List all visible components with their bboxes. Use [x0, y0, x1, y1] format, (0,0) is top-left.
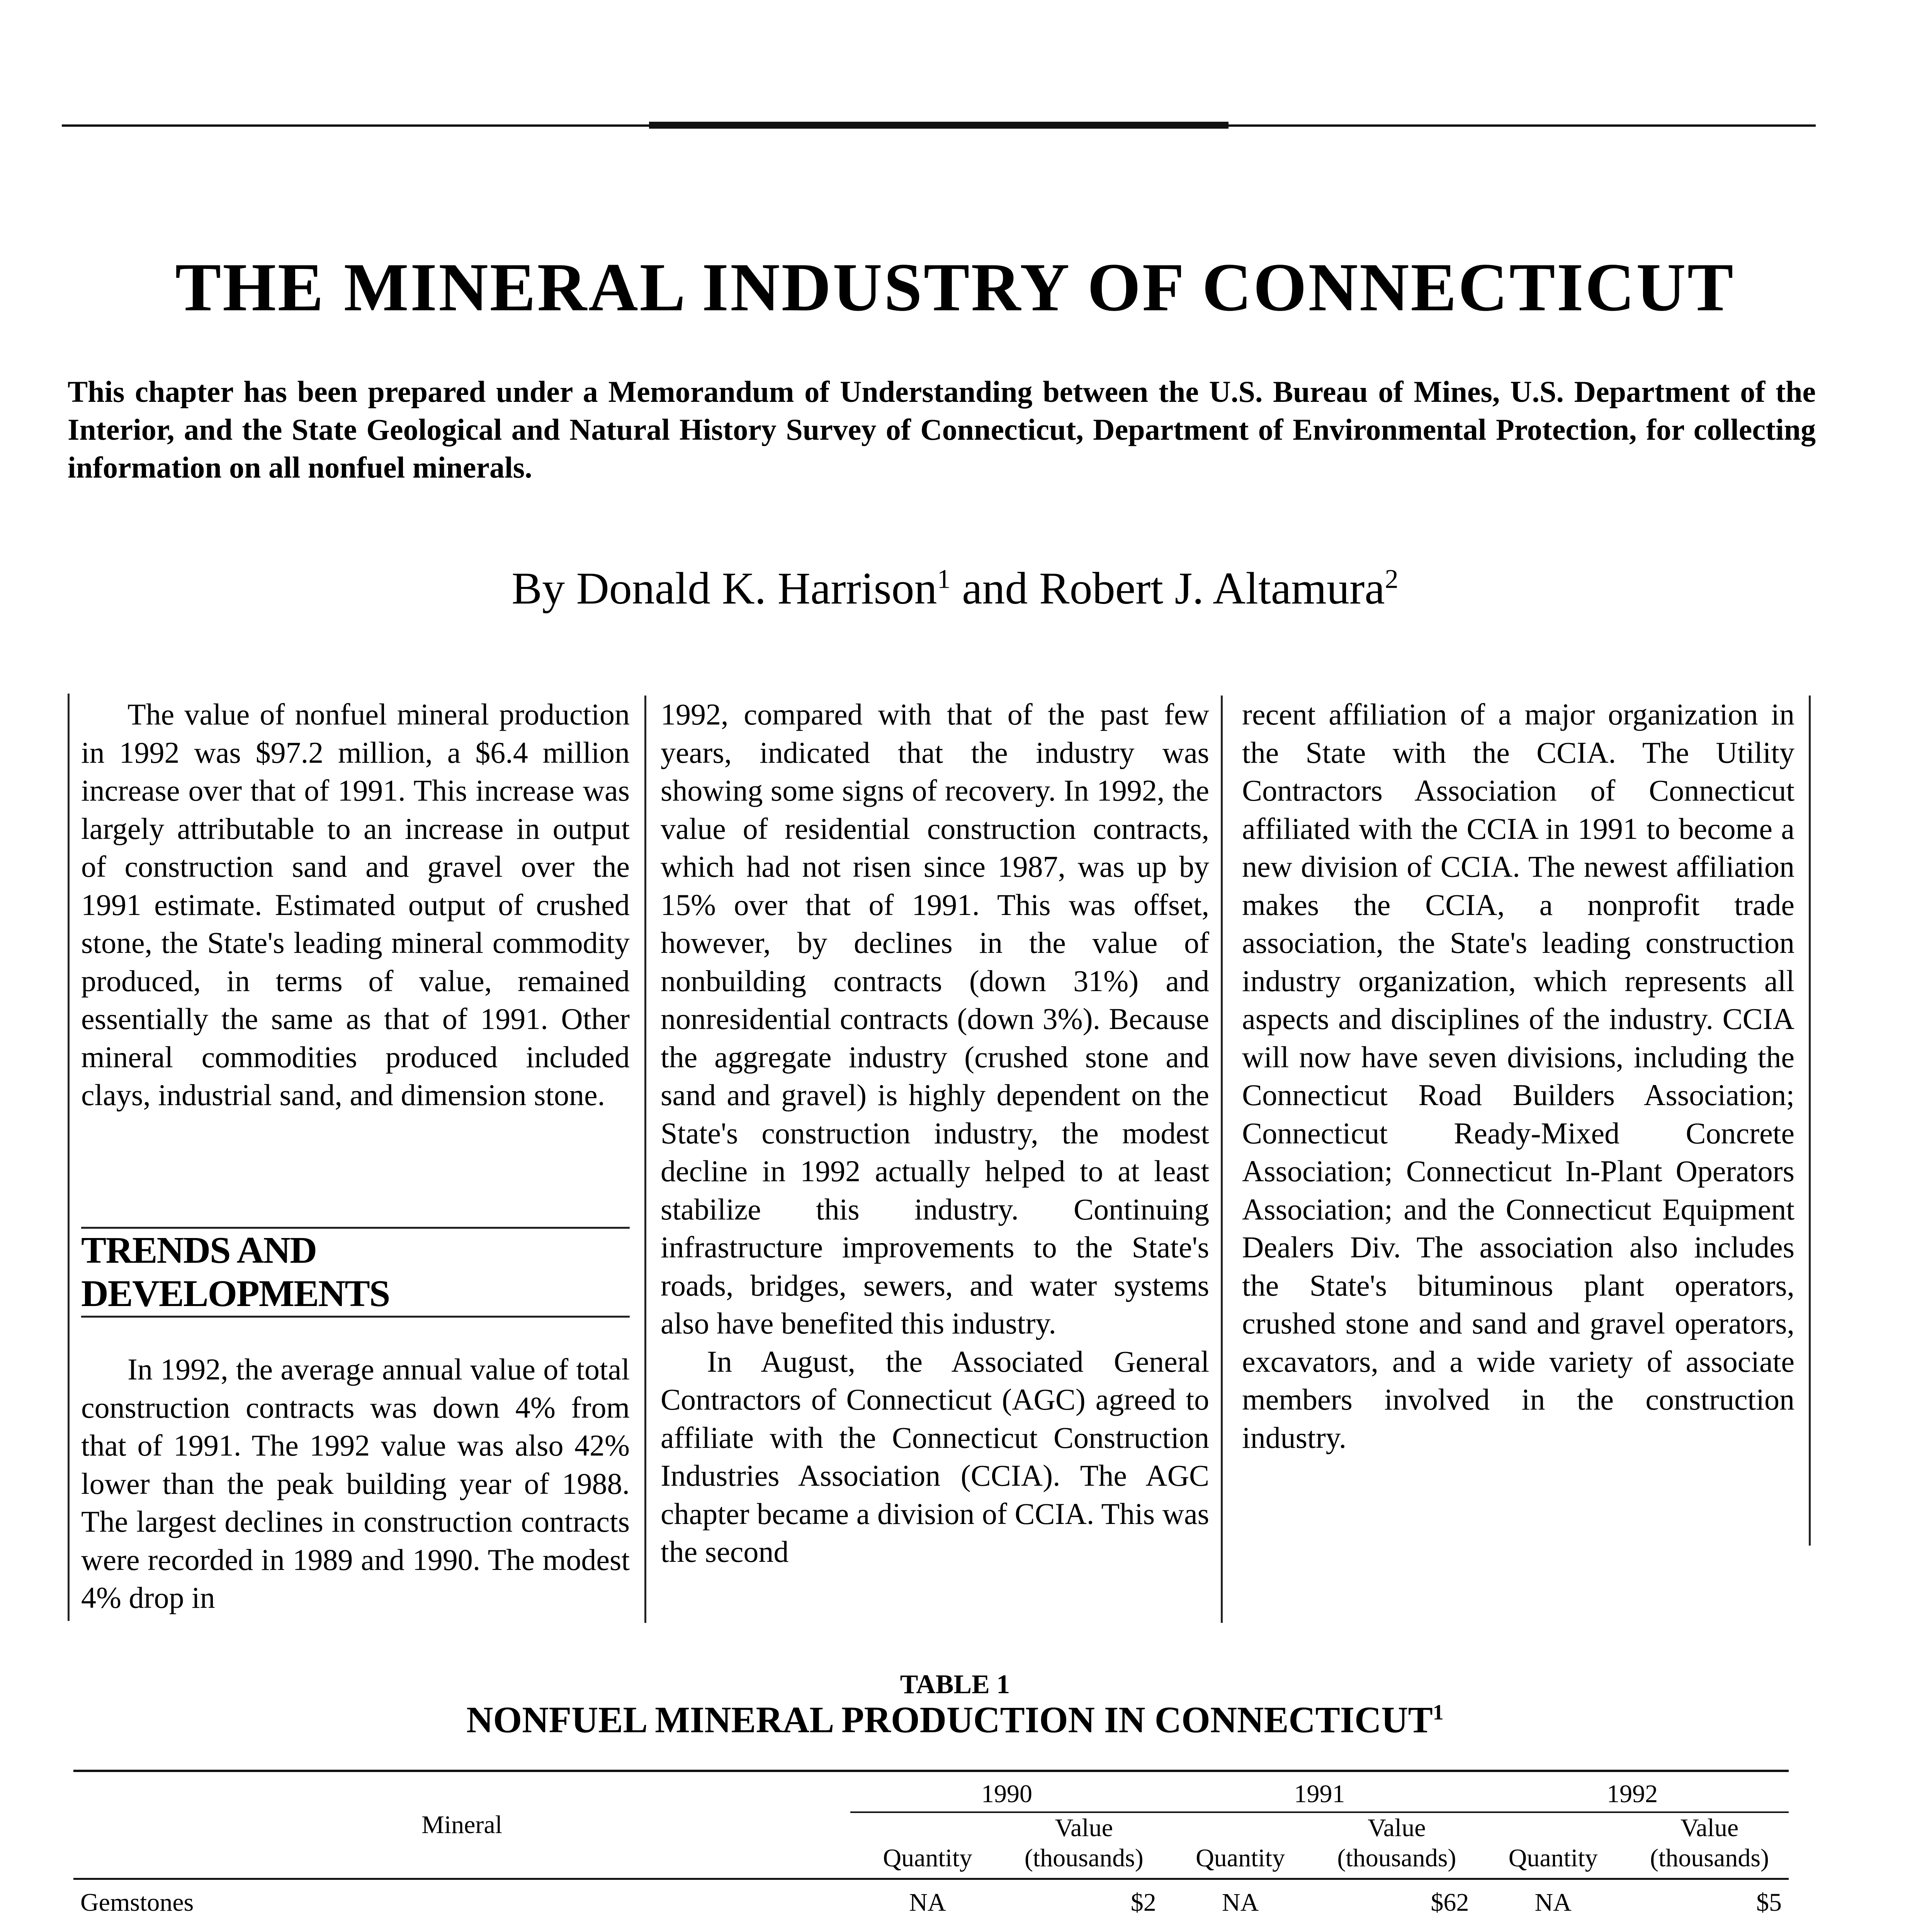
byline-footnote-1: 1: [937, 564, 951, 594]
production-table: [73, 1770, 1789, 1932]
table-cell: NA: [909, 1888, 946, 1917]
text-column-1: [81, 696, 630, 1114]
byline-author-1: By Donald K. Harrison: [511, 563, 937, 614]
mineral-header: Mineral: [73, 1771, 850, 1879]
section-heading-line-2: DEVELOPMENTS: [81, 1273, 390, 1315]
row-label: [73, 1925, 638, 1932]
year-header-1990: 1990: [850, 1771, 1163, 1812]
table-cell: [850, 1925, 1005, 1932]
intro-paragraph: This chapter has been prepared under a Memorandum of Understanding between the U.S. Bureau of Mines, U.S. Department of the Interior, and the State Geological and Natural History Survey of Connecticut, Department of Environmental Protection, for collecting information on all nonfuel minerals.: [68, 375, 1816, 484]
table-cell: $2: [1130, 1888, 1156, 1917]
value-header-line-2: (thousands): [1024, 1844, 1144, 1872]
table-cell: $62: [1431, 1888, 1469, 1917]
value-header-line-1: Value: [1055, 1814, 1113, 1842]
year-header-1991: 1991: [1163, 1771, 1476, 1812]
text-column-2: [661, 696, 1209, 1571]
text-column-3: [1242, 696, 1794, 1457]
table-cell: [1005, 1925, 1163, 1932]
column-3-paragraph-1: recent affiliation of a major organization in the State with the CCIA. The Utility Contractors Association of Connecticut affiliated with the CCIA in 1991 to become a new division of CCIA. The newest affiliation makes the CCIA, a nonprofit trade association, the State's leading construction industry organization, which represents all aspects and disciplines of the industry. CCIA will now have seven divisions, including the Connecticut Road Builders Association; Connecticut Ready-Mixed Concrete Association; Connecticut In-Plant Operators Association; and the Connecticut Equipment Dealers Div. The association also includes the State's bituminous plant operators, crushed stone and sand and gravel operators, excavators, and a wide variety of associate members involved in the construction industry.: [1242, 697, 1794, 1454]
column-rule-left: [68, 694, 70, 1621]
table-title: [0, 1698, 1910, 1741]
table-number: TABLE 1: [900, 1670, 1010, 1699]
column-rule-right: [1809, 696, 1811, 1546]
table-title-footnote: 1: [1432, 1701, 1444, 1725]
column-2-paragraph-2: In August, the Associated General Contractors of Connecticut (AGC) agreed to affiliate with the Connecticut Construction Industries Association (CCIA). The AGC chapter became a division of CCIA. This was the second: [661, 1344, 1209, 1568]
table-cell: [1317, 1925, 1476, 1932]
value-header-line-2: (thousands): [1650, 1844, 1769, 1872]
table-title-text: NONFUEL MINERAL PRODUCTION IN CONNECTICUT: [466, 1699, 1433, 1740]
section-heading-line-1: TRENDS AND: [81, 1230, 316, 1271]
table-cell: NA: [1222, 1888, 1259, 1917]
table-cell: [1630, 1925, 1789, 1932]
quantity-header: Quantity: [1476, 1812, 1630, 1879]
column-rule-2: [1221, 696, 1223, 1623]
column-1-paragraph-2: In 1992, the average annual value of total construction contracts was down 4% from that of 1991. The 1992 value was also 42% lower than the peak building year of 1988. The largest declines in construction contracts were recorded in 1989 and 1990. The modest 4% drop in: [81, 1352, 630, 1614]
value-header: [1630, 1812, 1789, 1879]
year-header-1992: 1992: [1476, 1771, 1789, 1812]
value-header-line-1: Value: [1368, 1814, 1426, 1842]
table-year-row: [73, 1771, 1789, 1812]
table-cell: NA: [1534, 1888, 1572, 1917]
value-header-line-1: Value: [1680, 1814, 1739, 1842]
column-1-paragraph-1: The value of nonfuel mineral production in 1992 was $97.2 million, a $6.4 million increase over that of 1991. This increase was largely attributable to an increase in output of construction sand and gravel over the 1991 estimate. Estimated output of crushed stone, the State's leading mineral commodity produced, in terms of value, remained essentially the same as that of 1991. Other mineral commodities produced included clays, industrial sand, and dimension stone.: [81, 697, 630, 1112]
row-unit: [638, 1879, 850, 1926]
column-rule-1: [644, 696, 646, 1623]
byline: [0, 562, 1910, 615]
section-heading: [81, 1229, 630, 1315]
byline-footnote-2: 2: [1385, 564, 1399, 594]
section-heading-rule-bottom: [81, 1316, 630, 1318]
value-header: [1317, 1812, 1476, 1879]
column-2-paragraph-1: 1992, compared with that of the past few years, indicated that the industry was showing some signs of recovery. In 1992, the value of residential construction contracts, which had not risen since 1987, was up by 15% over that of 1991. This was offset, however, by declines in the value of nonbuilding contracts (down 31%) and nonresidential contracts (down 3%). Because the aggregate industry (crushed stone and sand and gravel) is highly dependent on the State's construction industry, the modest decline in 1992 actually helped to at least stabilize this industry. Continuing infrastructure improvements to the State's roads, bridges, sewers, and water systems also have benefited this industry.: [661, 697, 1209, 1340]
quantity-header: Quantity: [850, 1812, 1005, 1879]
table-cell: [1476, 1925, 1630, 1932]
byline-author-2: and Robert J. Altamura: [950, 563, 1385, 614]
table-cell: [1163, 1925, 1318, 1932]
header-rule-thick: [649, 122, 1229, 129]
value-header: [1005, 1812, 1163, 1879]
text-column-1-continued: [81, 1350, 630, 1617]
page-title: THE MINERAL INDUSTRY OF CONNECTICUT: [175, 249, 1735, 325]
table-cell: $5: [1756, 1888, 1782, 1917]
quantity-header: Quantity: [1163, 1812, 1318, 1879]
value-header-line-2: (thousands): [1337, 1844, 1456, 1872]
table-row: [73, 1925, 1789, 1932]
row-label: Gemstones: [80, 1888, 194, 1917]
table-row: [73, 1879, 1789, 1926]
row-unit: [638, 1925, 850, 1932]
